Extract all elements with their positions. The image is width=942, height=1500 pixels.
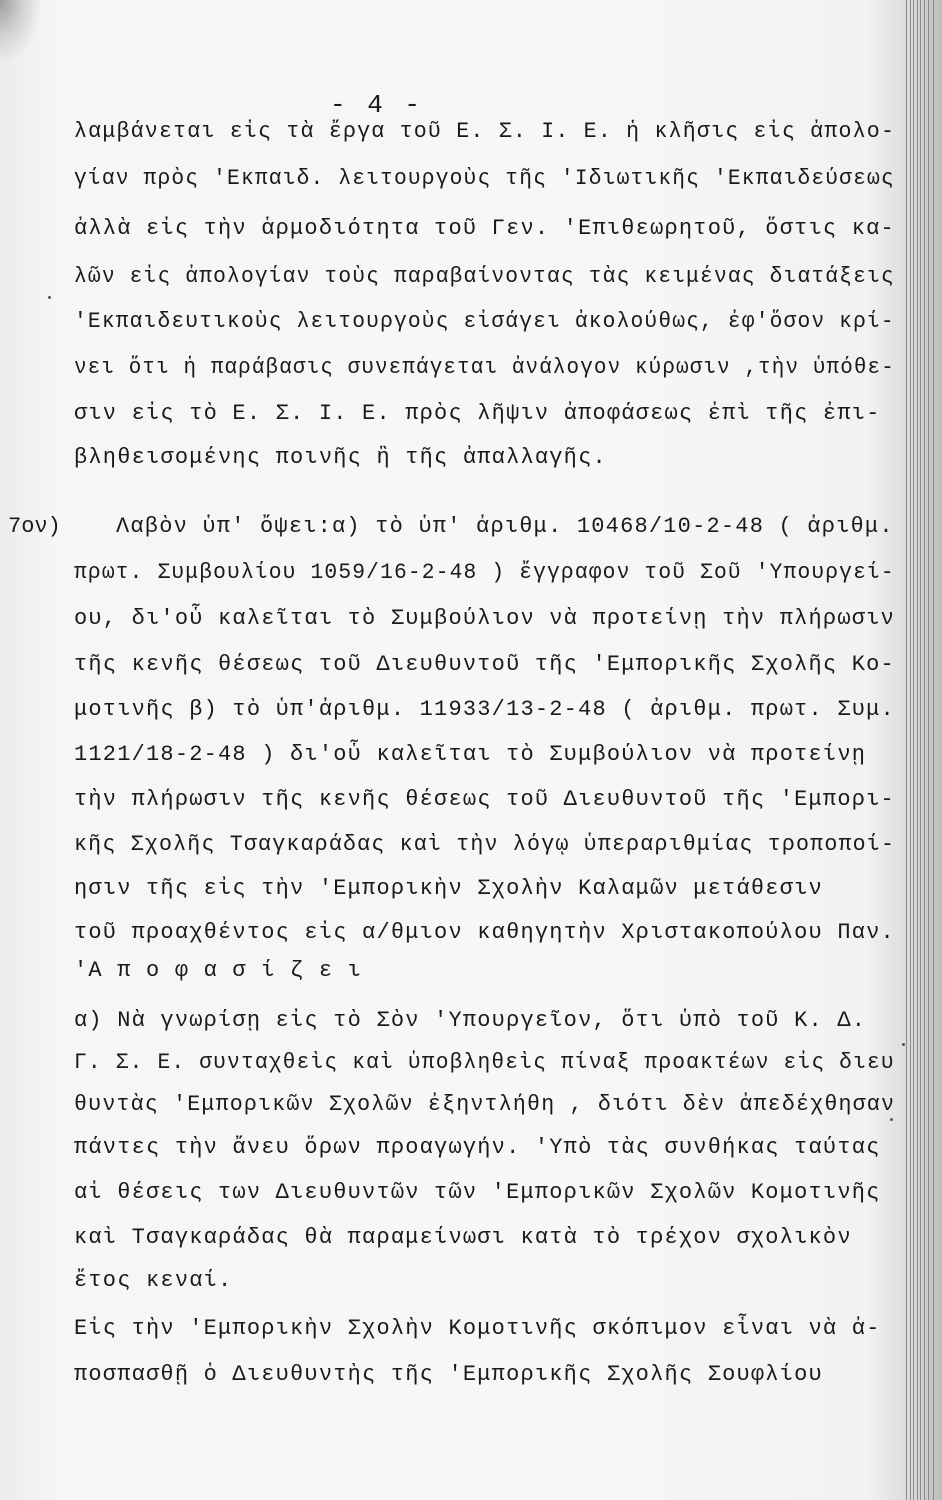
text-line: γίαν πρὸς 'Εκπαιδ. λειτουργοὺς τῆς 'Ιδιωτικῆς 'Εκπαιδεύσεως xyxy=(74,166,895,191)
text-line: α) Νὰ γνωρίσῃ εἰς τὸ Σὸν 'Υπουργεῖον, ὅτι ὑπὸ τοῦ Κ. Δ. xyxy=(74,1008,867,1033)
scan-speck xyxy=(902,1043,905,1046)
text-line: σιν εἰς τὸ Ε. Σ. Ι. Ε. πρὸς λῆψιν ἀποφάσεως ἐπὶ τῆς ἐπι- xyxy=(74,401,881,426)
text-line: τῆς κενῆς θέσεως τοῦ Διευθυντοῦ τῆς 'Εμπορικῆς Σχολῆς Κο- xyxy=(74,652,895,677)
page-number: - 4 - xyxy=(330,90,424,120)
text-line: ἔτος κεναί. xyxy=(74,1268,233,1293)
text-line: ησιν τῆς εἰς τὴν 'Εμπορικὴν Σχολὴν Καλαμῶν μετάθεσιν xyxy=(74,876,823,901)
text-line: καὶ Τσαγκαράδας θὰ παραμείνωσι κατὰ τὸ τρέχον σχολικὸν xyxy=(74,1225,852,1250)
text-line: λῶν εἰς ἀπολογίαν τοὺς παραβαίνοντας τὰς κειμένας διατάξεις xyxy=(74,264,895,289)
text-line: Λαβὸν ὑπ' ὄψει:α) τὸ ὑπ' ἀριθμ. 10468/10-2-48 ( ἀριθμ. xyxy=(116,514,894,539)
text-line: ποσπασθῇ ὁ Διευθυντὴς τῆς 'Εμπορικῆς Σχολῆς Σουφλίου xyxy=(74,1362,823,1387)
text-line: κῆς Σχολῆς Τσαγκαράδας καὶ τὴν λόγῳ ὑπεραριθμίας τροποποί- xyxy=(74,832,896,857)
text-line: Γ. Σ. Ε. συνταχθεὶς καὶ ὑποβληθεὶς πίναξ προακτέων εἰς διευ xyxy=(74,1050,895,1075)
scan-corner-shadow xyxy=(0,0,40,60)
book-page-edges xyxy=(900,0,942,1500)
text-line: πάντες τὴν ἄνευ ὅρων προαγωγήν. 'Υπὸ τὰς συνθήκας ταύτας xyxy=(74,1135,881,1160)
text-line: ου, δι'οὗ καλεῖται τὸ Συμβούλιον νὰ προτείνῃ τὴν πλήρωσιν xyxy=(74,606,895,631)
section-number-label: 7ον) xyxy=(8,514,61,539)
scan-speck xyxy=(48,296,51,299)
text-line: νει ὅτι ἡ παράβασις συνεπάγεται ἀνάλογον κύρωσιν ,τὴν ὑπόθε- xyxy=(74,355,895,380)
text-line: πρωτ. Συμβουλίου 1059/16-2-48 ) ἔγγραφον τοῦ Σοῦ 'Υπουργεί- xyxy=(74,560,895,585)
text-line: Εἰς τὴν 'Εμπορικὴν Σχολὴν Κομοτινῆς σκόπιμον εἶναι νὰ ἀ- xyxy=(74,1316,881,1341)
text-line: μοτινῆς β) τὸ ὑπ'ἀριθμ. 11933/13-2-48 ( ἀριθμ. πρωτ. Συμ. xyxy=(74,697,895,722)
text-line: λαμβάνεται εἰς τὰ ἔργα τοῦ Ε. Σ. Ι. Ε. ἡ κλῆσις εἰς ἀπολο- xyxy=(74,119,896,144)
text-line: θυντὰς 'Εμπορικῶν Σχολῶν ἐξηντλήθη , διότι δὲν ἀπεδέχθησαν xyxy=(74,1092,896,1117)
text-line: 1121/18-2-48 ) δι'οὗ καλεῖται τὸ Συμβούλιον νὰ προτείνῃ xyxy=(74,742,867,767)
text-line: 'Εκπαιδευτικοὺς λειτουργοὺς εἰσάγει ἀκολούθως, ἐφ'ὅσον κρί- xyxy=(74,309,895,334)
scan-speck xyxy=(890,1118,893,1121)
decision-heading: 'Α π ο φ α σ ί ζ ε ι xyxy=(74,958,363,983)
text-line: αἱ θέσεις των Διευθυντῶν τῶν 'Εμπορικῶν Σχολῶν Κομοτινῆς xyxy=(74,1180,881,1205)
text-line: τοῦ προαχθέντος εἰς α/θμιον καθηγητὴν Χριστακοπούλου Παν. xyxy=(74,920,895,945)
text-line: βληθεισομένης ποινῆς ἢ τῆς ἀπαλλαγῆς. xyxy=(74,445,607,470)
text-line: τὴν πλήρωσιν τῆς κενῆς θέσεως τοῦ Διευθυντοῦ τῆς 'Εμπορι- xyxy=(74,787,895,812)
text-line: ἀλλὰ εἰς τὴν ἁρμοδιότητα τοῦ Γεν. 'Επιθεωρητοῦ, ὅστις κα- xyxy=(74,216,895,241)
